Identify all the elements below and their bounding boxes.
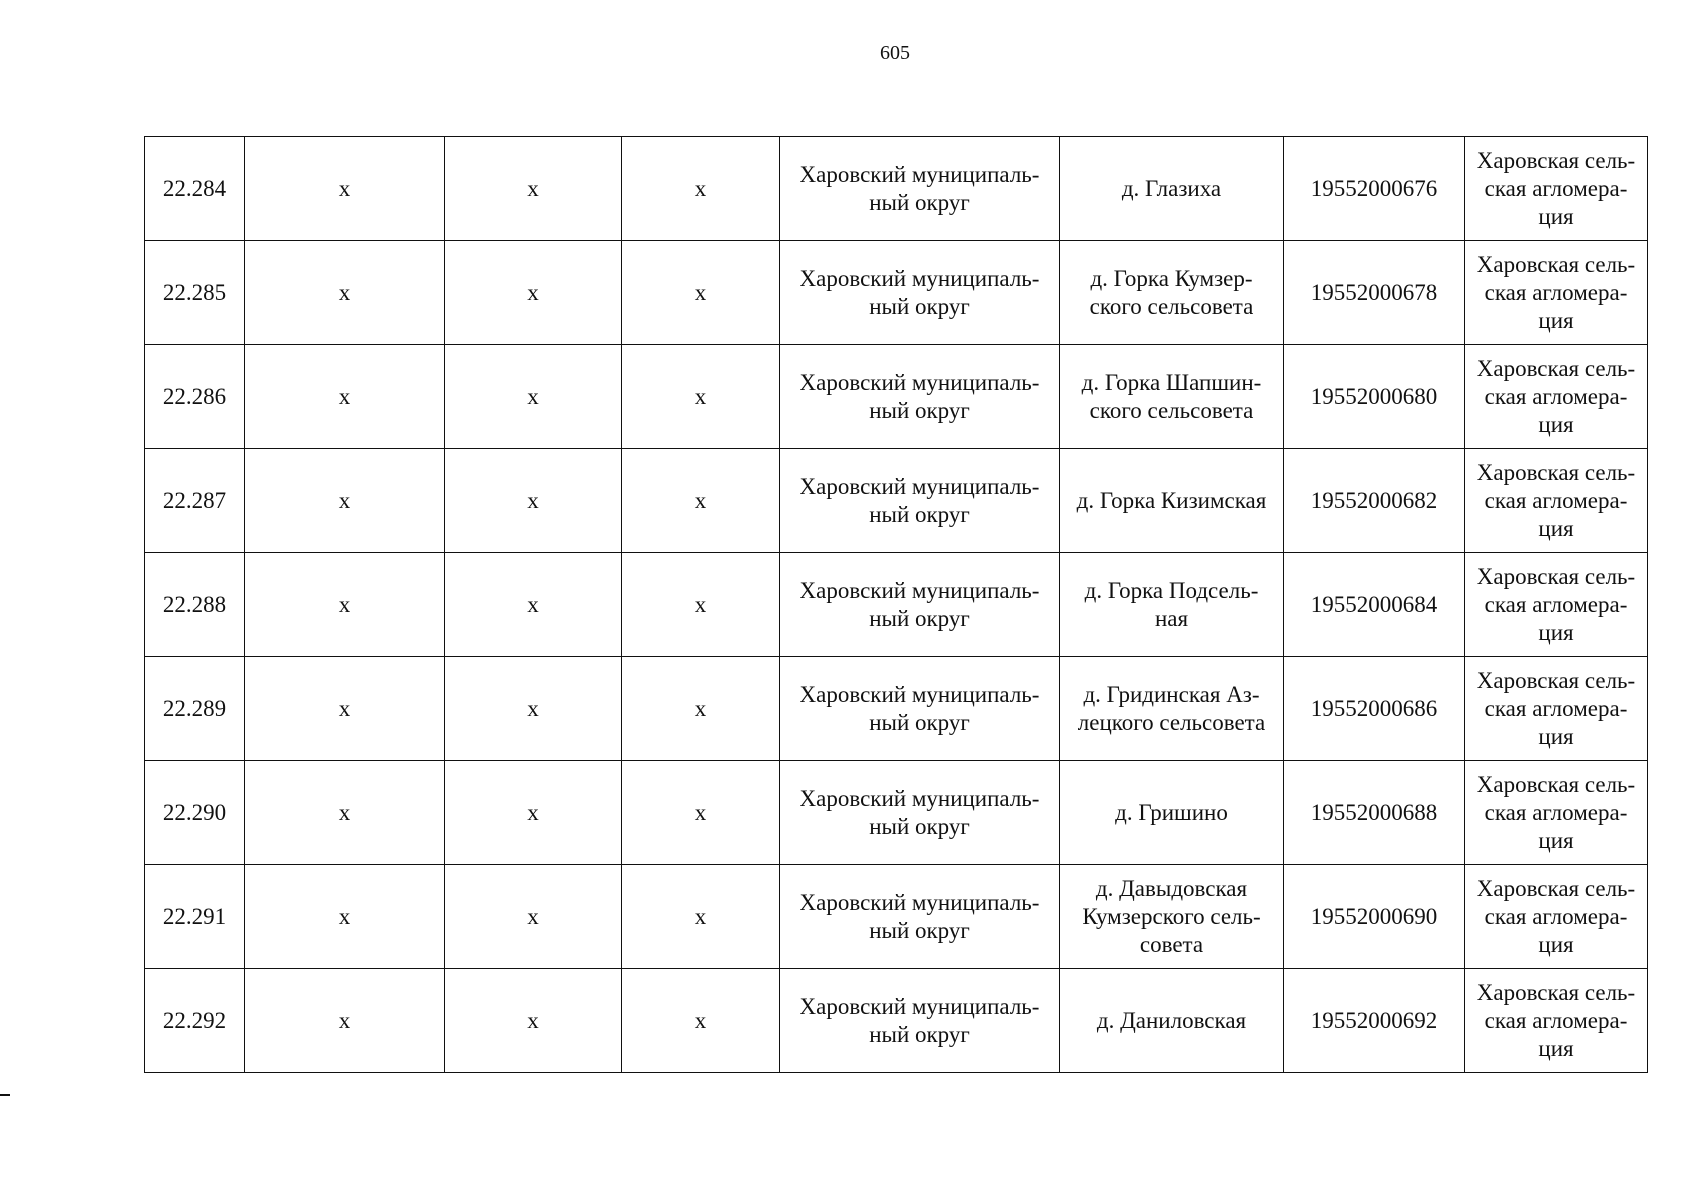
district-cell: Харовский муниципаль- ный округ: [780, 241, 1060, 345]
district-cell: Харовский муниципаль- ный округ: [780, 657, 1060, 761]
column-2-cell: х: [245, 761, 445, 865]
code-cell: 19552000686: [1284, 657, 1465, 761]
code-cell: 19552000684: [1284, 553, 1465, 657]
agglomeration-cell: Харовская сель- ская агломера- ция: [1465, 137, 1648, 241]
settlement-cell: д. Горка Шапшин- ского сельсовета: [1060, 345, 1284, 449]
agglomeration-cell: Харовская сель- ская агломера- ция: [1465, 865, 1648, 969]
agglomeration-cell: Харовская сель- ская агломера- ция: [1465, 449, 1648, 553]
code-cell: 19552000682: [1284, 449, 1465, 553]
column-4-cell: х: [622, 449, 780, 553]
row-number-cell: 22.291: [145, 865, 245, 969]
code-cell: 19552000680: [1284, 345, 1465, 449]
district-cell: Харовский муниципаль- ный округ: [780, 969, 1060, 1073]
settlement-cell: д. Давыдовская Кумзерского сель- совета: [1060, 865, 1284, 969]
district-cell: Харовский муниципаль- ный округ: [780, 137, 1060, 241]
column-4-cell: х: [622, 969, 780, 1073]
column-2-cell: х: [245, 969, 445, 1073]
row-number-cell: 22.288: [145, 553, 245, 657]
table-row: [145, 761, 1648, 865]
column-4-cell: х: [622, 865, 780, 969]
column-2-cell: х: [245, 657, 445, 761]
settlement-cell: д. Даниловская: [1060, 969, 1284, 1073]
district-cell: Харовский муниципаль- ный округ: [780, 345, 1060, 449]
agglomeration-cell: Харовская сель- ская агломера- ция: [1465, 553, 1648, 657]
column-4-cell: х: [622, 137, 780, 241]
column-4-cell: х: [622, 761, 780, 865]
column-4-cell: х: [622, 241, 780, 345]
column-2-cell: х: [245, 449, 445, 553]
settlement-cell: д. Гришино: [1060, 761, 1284, 865]
code-cell: 19552000676: [1284, 137, 1465, 241]
district-cell: Харовский муниципаль- ный округ: [780, 761, 1060, 865]
table-row: [145, 137, 1648, 241]
table-row: [145, 345, 1648, 449]
table-row: [145, 553, 1648, 657]
page-number: 605: [880, 42, 910, 64]
column-3-cell: х: [445, 345, 622, 449]
settlement-cell: д. Глазиха: [1060, 137, 1284, 241]
column-3-cell: х: [445, 553, 622, 657]
row-number-cell: 22.292: [145, 969, 245, 1073]
column-3-cell: х: [445, 241, 622, 345]
column-4-cell: х: [622, 657, 780, 761]
row-number-cell: 22.287: [145, 449, 245, 553]
row-number-cell: 22.284: [145, 137, 245, 241]
code-cell: 19552000692: [1284, 969, 1465, 1073]
code-cell: 19552000690: [1284, 865, 1465, 969]
column-2-cell: х: [245, 241, 445, 345]
column-3-cell: х: [445, 865, 622, 969]
district-cell: Харовский муниципаль- ный округ: [780, 553, 1060, 657]
district-cell: Харовский муниципаль- ный округ: [780, 449, 1060, 553]
settlement-cell: д. Гридинская Аз- лецкого сельсовета: [1060, 657, 1284, 761]
column-2-cell: х: [245, 137, 445, 241]
code-cell: 19552000688: [1284, 761, 1465, 865]
agglomeration-cell: Харовская сель- ская агломера- ция: [1465, 345, 1648, 449]
table-row: [145, 865, 1648, 969]
column-4-cell: х: [622, 553, 780, 657]
data-table: [144, 136, 1648, 1073]
table-row: [145, 449, 1648, 553]
row-number-cell: 22.286: [145, 345, 245, 449]
table-row: [145, 969, 1648, 1073]
row-number-cell: 22.290: [145, 761, 245, 865]
column-3-cell: х: [445, 761, 622, 865]
column-2-cell: х: [245, 865, 445, 969]
agglomeration-cell: Харовская сель- ская агломера- ция: [1465, 969, 1648, 1073]
table-row: [145, 241, 1648, 345]
column-2-cell: х: [245, 345, 445, 449]
code-cell: 19552000678: [1284, 241, 1465, 345]
settlement-cell: д. Горка Кизимская: [1060, 449, 1284, 553]
row-number-cell: 22.285: [145, 241, 245, 345]
table-row: [145, 657, 1648, 761]
column-3-cell: х: [445, 449, 622, 553]
agglomeration-cell: Харовская сель- ская агломера- ция: [1465, 657, 1648, 761]
margin-mark: [0, 1094, 10, 1096]
column-3-cell: х: [445, 137, 622, 241]
district-cell: Харовский муниципаль- ный округ: [780, 865, 1060, 969]
agglomeration-cell: Харовская сель- ская агломера- ция: [1465, 761, 1648, 865]
column-3-cell: х: [445, 657, 622, 761]
column-2-cell: х: [245, 553, 445, 657]
column-3-cell: х: [445, 969, 622, 1073]
row-number-cell: 22.289: [145, 657, 245, 761]
table-body: [145, 137, 1648, 1073]
column-4-cell: х: [622, 345, 780, 449]
settlement-cell: д. Горка Подсель- ная: [1060, 553, 1284, 657]
settlement-cell: д. Горка Кумзер- ского сельсовета: [1060, 241, 1284, 345]
agglomeration-cell: Харовская сель- ская агломера- ция: [1465, 241, 1648, 345]
